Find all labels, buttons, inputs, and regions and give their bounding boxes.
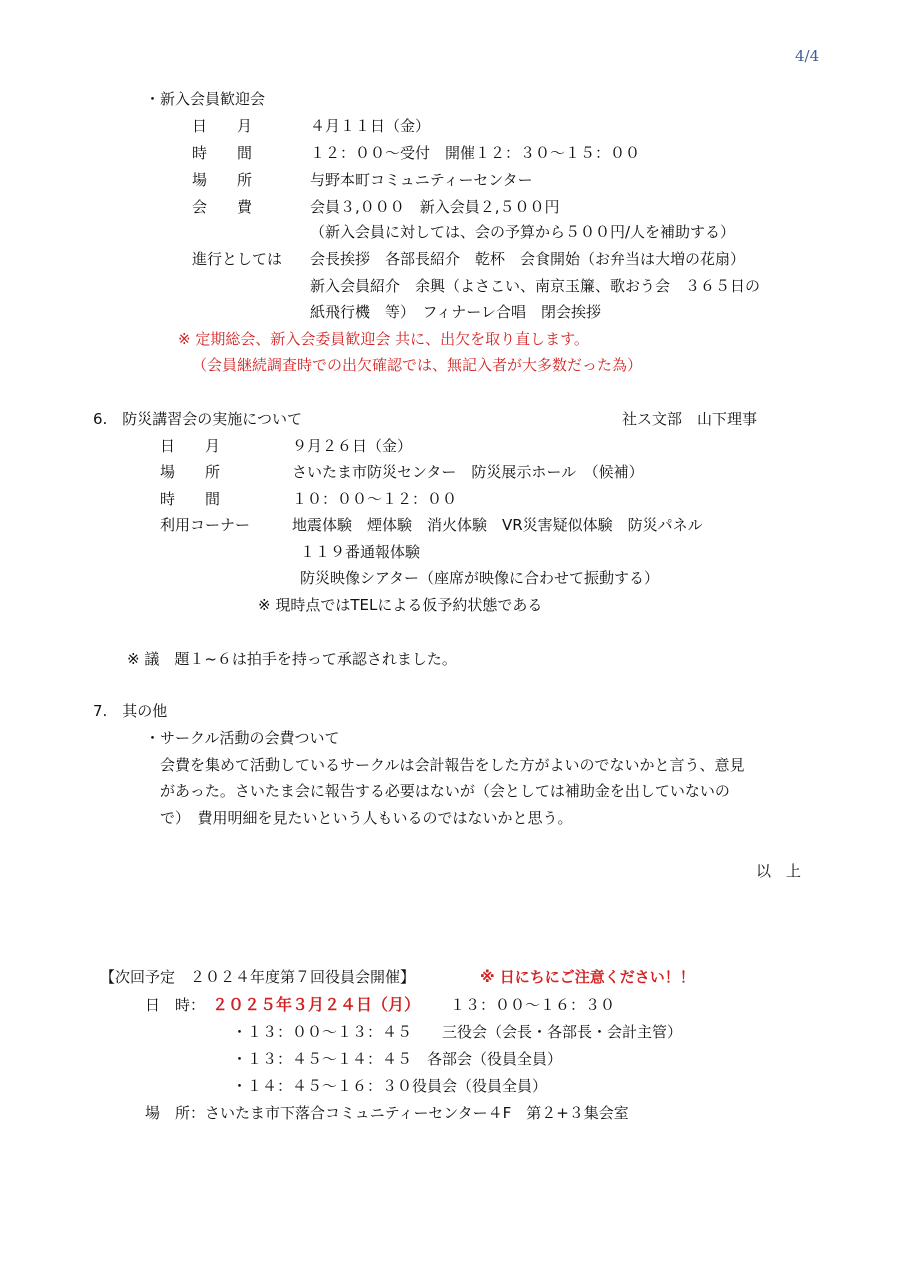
section7-heading: 7. 其の他 (93, 702, 168, 720)
welcome-fee-label: 会 費 (192, 198, 253, 216)
section6-corner-line1: 地震体験 煙体験 消火体験 VR災害疑似体験 防災パネル (292, 516, 703, 534)
section6-place-value: さいたま市防災センター 防災展示ホール （候補） (292, 463, 644, 481)
approval-note: ※ 議 題１~６は拍手を持って承認されました。 (127, 650, 457, 668)
welcome-time-value: １２：００～受付 開催１２：３０～１５：００ (310, 144, 641, 162)
welcome-place-value: 与野本町コミュニティーセンター (310, 171, 533, 189)
section6-corner-label: 利用コーナー (160, 516, 251, 534)
section6-date-value: ９月２６日（金） (292, 437, 413, 455)
welcome-program-label: 進行としては (192, 250, 283, 268)
welcome-notice-1: ※ 定期総会、新入会委員歓迎会 共に、出欠を取り直します。 (178, 330, 589, 348)
welcome-fee-value: 会員３,０００ 新入会員２,５００円 (310, 198, 560, 216)
section6-corner-line3: 防災映像シアター（座席が映像に合わせて振動する） (300, 569, 659, 587)
page-number: 4/4 (795, 47, 820, 65)
section6-corner-line2: １１９番通報体験 (300, 543, 421, 561)
section6-time-label: 時 間 (160, 490, 221, 508)
section6-responsible: 社ス文部 山下理事 (622, 410, 758, 428)
next-meeting-caution: ※ 日にちにご注意ください！！ (480, 968, 695, 986)
section6-date-label: 日 月 (160, 437, 221, 455)
welcome-program-line3: 紙飛行機 等） フィナーレ合唱 閉会挨拶 (310, 303, 602, 321)
next-meeting-heading: 【次回予定 ２０２４年度第７回役員会開催】 (100, 968, 416, 986)
next-meeting-time: １３：００～１６：３０ (450, 996, 616, 1014)
welcome-heading: ・新入会員歓迎会 (145, 90, 266, 108)
section6-heading: 6. 防災講習会の実施について (93, 410, 303, 428)
section6-note: ※ 現時点ではTELによる仮予約状態である (258, 596, 543, 614)
section7-para-1: 会費を集めて活動しているサークルは会計報告をした方がよいのでないかと言う、意見 (160, 756, 745, 774)
welcome-time-label: 時 間 (192, 144, 253, 162)
closing-mark: 以 上 (756, 862, 802, 880)
welcome-fee-note: （新入会員に対しては、会の予算から５００円/人を補助する） (310, 223, 736, 241)
next-meeting-date: ２０２５年３月２４日（月） (212, 995, 421, 1014)
welcome-date-value: ４月１１日（金） (310, 117, 431, 135)
welcome-program-line1: 会長挨拶 各部長紹介 乾杯 会食開始（お弁当は大増の花扇） (310, 250, 746, 268)
next-meeting-item-2: ・１３：４５～１４：４５ 各部会（役員全員） (232, 1050, 563, 1068)
next-meeting-item-3: ・１４：４５～１６：３０役員会（役員全員） (232, 1077, 548, 1095)
next-meeting-datetime-label: 日 時： (145, 996, 206, 1014)
section7-para-3: で） 費用明細を見たいという人もいるのではないかと思う。 (160, 809, 573, 827)
welcome-date-label: 日 月 (192, 117, 253, 135)
section7-bullet: ・サークル活動の会費ついて (145, 729, 340, 747)
section7-para-2: があった。さいたま会に報告する必要はないが（会としては補助金を出していないの (160, 782, 730, 800)
section6-time-value: １０：００～１２：００ (292, 490, 458, 508)
welcome-program-line2: 新入会員紹介 余興（よさこい、南京玉簾、歌おう会 ３６５日の (310, 277, 761, 295)
section6-place-label: 場 所 (160, 463, 221, 481)
next-meeting-place: 場 所：さいたま市下落合コミュニティーセンター４F 第２+３集会室 (145, 1104, 629, 1122)
welcome-notice-2: （会員継続調査時での出欠確認では、無記入者が大多数だった為） (192, 356, 643, 374)
next-meeting-item-1: ・１３：００～１３：４５ 三役会（会長・各部長・会計主管） (232, 1023, 683, 1041)
welcome-place-label: 場 所 (192, 171, 253, 189)
